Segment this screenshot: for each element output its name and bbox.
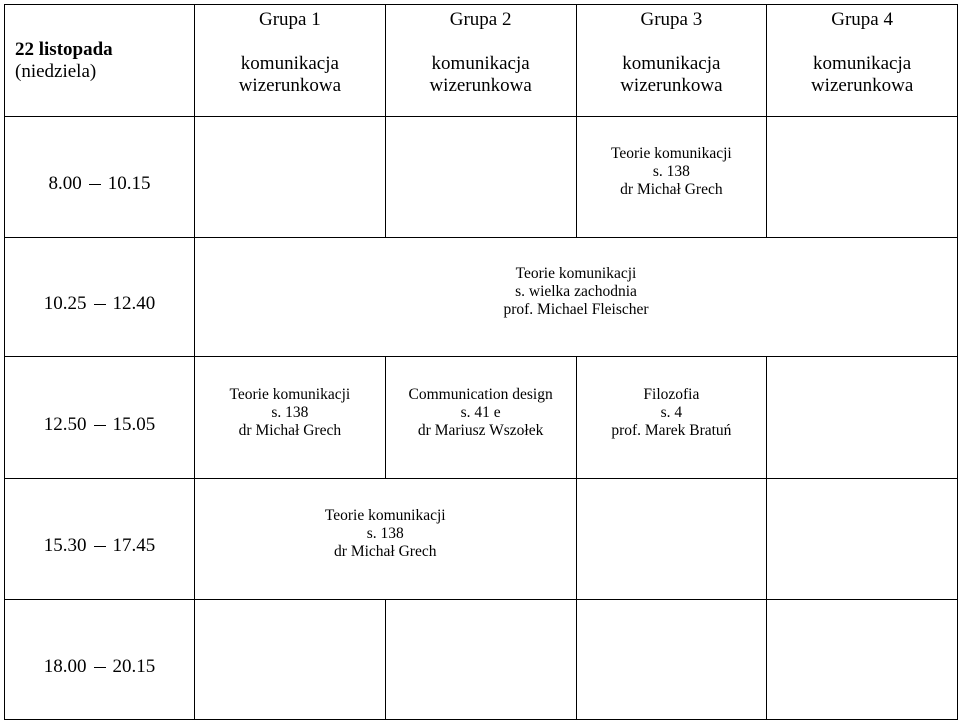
time-slot-cell [5,238,195,357]
class-teacher: dr Michał Grech [620,181,723,198]
group-specialty-line1: komunikacja [431,53,530,74]
time-slot-row [5,357,958,479]
slot-end-time: 20.15 [112,655,156,677]
class-room: s. 138 [271,403,309,421]
class-room: s. wielka zachodnia [515,283,637,300]
time-slot-cell [5,600,195,720]
empty-cell [195,117,386,238]
slot-start-time: 12.50 [43,413,87,435]
group-specialty-line2: wizerunkowa [238,75,342,96]
slot-end-time: 15.05 [112,413,156,435]
empty-cell [767,600,958,720]
group-name: Grupa 4 [831,9,893,30]
time-slot-row [5,117,958,238]
class-subject: Teorie komunikacji [515,265,637,282]
class-cell-all-groups [195,238,958,357]
empty-cell [576,600,767,720]
empty-cell [195,600,386,720]
group-header-2 [385,5,576,117]
slot-start-time: 10.25 [43,293,87,314]
class-teacher: dr Michał Grech [238,421,342,439]
time-range-dash [94,667,106,668]
time-slot-row [5,600,958,720]
empty-cell [385,600,576,720]
group-header-3 [576,5,767,117]
class-subject: Communication design [408,385,553,403]
class-cell [576,117,767,238]
group-name: Grupa 3 [640,9,703,30]
group-name: Grupa 2 [449,9,512,30]
class-room: s. 41 e [460,403,501,421]
empty-cell [385,117,576,238]
class-room: s. 138 [652,163,690,180]
group-specialty-line1: komunikacja [813,53,912,74]
slot-start-time: 8.00 [48,173,82,194]
slot-start-time: 15.30 [43,535,87,556]
class-teacher: dr Michał Grech [334,543,437,560]
time-slot-row [5,479,958,600]
class-room: s. 4 [660,403,683,421]
class-room: s. 138 [366,525,404,542]
time-range-dash [94,304,106,305]
day-subtitle: (niedziela) [15,60,97,82]
group-specialty-line1: komunikacja [240,53,339,74]
empty-cell [767,357,958,479]
class-teacher: prof. Marek Bratuń [611,421,732,439]
group-specialty-line2: wizerunkowa [810,75,914,96]
time-range-dash [94,425,106,426]
slot-end-time: 10.15 [107,173,151,194]
class-cell [195,357,386,479]
group-header-1 [195,5,386,117]
time-range-dash [89,184,101,185]
class-subject: Teorie komunikacji [324,507,446,524]
empty-cell [767,479,958,600]
class-subject: Teorie komunikacji [229,385,351,403]
group-specialty-line1: komunikacja [622,53,721,74]
class-cell [576,357,767,479]
class-cell-groups-1-2 [195,479,577,600]
class-teacher: prof. Michael Fleischer [503,301,649,318]
slot-start-time: 18.00 [43,655,87,677]
group-header-4 [767,5,958,117]
day-title: 22 listopada [15,38,113,60]
class-teacher: dr Mariusz Wszołek [417,421,544,439]
group-specialty-line2: wizerunkowa [620,75,723,96]
group-specialty-line2: wizerunkowa [429,75,532,96]
schedule-table [4,4,958,720]
empty-cell [576,479,767,600]
time-range-dash [94,546,106,547]
class-subject: Teorie komunikacji [611,145,732,162]
day-cell [5,5,195,117]
class-cell [385,357,576,479]
empty-cell [767,117,958,238]
group-name: Grupa 1 [259,9,321,30]
header-row [5,5,958,117]
time-slot-cell [5,117,195,238]
time-slot-cell [5,479,195,600]
class-subject: Filozofia [643,385,700,403]
slot-end-time: 17.45 [112,535,156,556]
time-slot-row [5,238,958,357]
slot-end-time: 12.40 [112,293,156,314]
time-slot-cell [5,357,195,479]
